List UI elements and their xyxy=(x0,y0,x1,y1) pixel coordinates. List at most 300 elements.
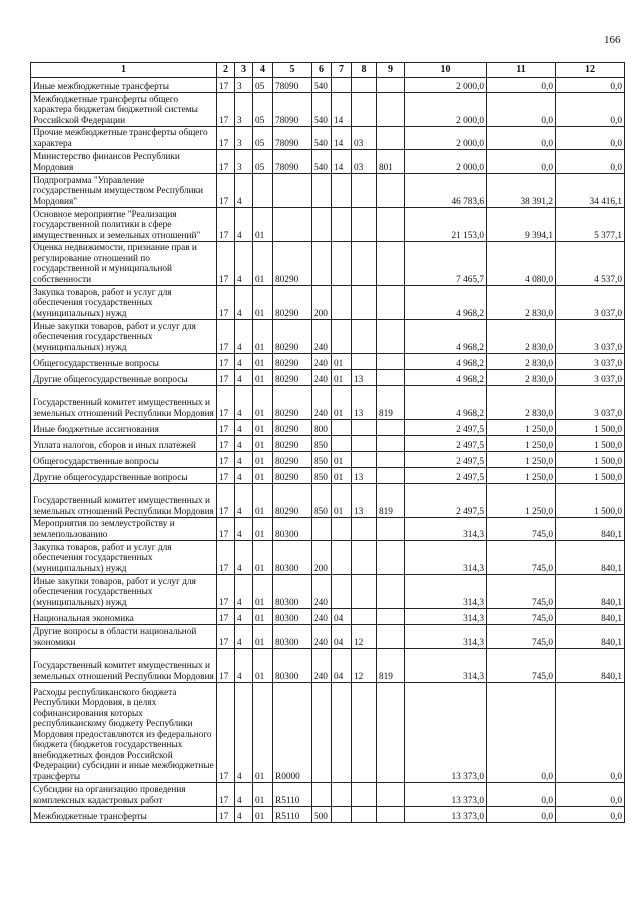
table-row xyxy=(31,468,625,484)
header-cell: 11 xyxy=(487,63,556,78)
section-cell xyxy=(332,575,352,609)
expense-type-cell xyxy=(312,683,332,783)
ministry-code-cell xyxy=(377,174,405,208)
admin-code-cell: 17 xyxy=(217,518,235,541)
header-cell: 5 xyxy=(273,63,312,78)
subsection-cell xyxy=(352,242,377,286)
subsection-cell xyxy=(352,518,377,541)
ministry-code-cell xyxy=(377,807,405,823)
section-cell: 01 xyxy=(332,484,352,518)
table-row xyxy=(31,286,625,320)
amount-col12-cell: 840,1 xyxy=(556,575,625,609)
amount-col12-cell: 4 537,0 xyxy=(556,242,625,286)
admin-code-cell: 17 xyxy=(217,78,235,93)
amount-col11-cell: 0,0 xyxy=(487,78,556,93)
ministry-code-cell xyxy=(377,320,405,354)
amount-col10-cell: 4 968,2 xyxy=(405,320,487,354)
amount-col11-cell: 0,0 xyxy=(487,93,556,127)
expense-type-cell: 240 xyxy=(312,609,332,625)
subprogram-code-cell: 4 xyxy=(235,518,253,541)
admin-code-cell: 17 xyxy=(217,354,235,370)
direction-code-cell: 80300 xyxy=(273,649,312,683)
ministry-code-cell xyxy=(377,370,405,386)
admin-code-cell: 17 xyxy=(217,150,235,174)
section-cell xyxy=(332,518,352,541)
amount-col11-cell: 1 250,0 xyxy=(487,468,556,484)
measure-code-cell: 05 xyxy=(253,150,273,174)
section-cell: 14 xyxy=(332,93,352,127)
subsection-cell xyxy=(352,575,377,609)
row-name-cell: Иные бюджетные ассигнования xyxy=(31,420,217,436)
expense-type-cell: 240 xyxy=(312,354,332,370)
table-row xyxy=(31,609,625,625)
table-row xyxy=(31,649,625,683)
measure-code-cell: 01 xyxy=(253,242,273,286)
direction-code-cell: 80300 xyxy=(273,625,312,649)
subprogram-code-cell: 4 xyxy=(235,609,253,625)
subsection-cell xyxy=(352,320,377,354)
subprogram-code-cell: 4 xyxy=(235,242,253,286)
measure-code-cell: 01 xyxy=(253,370,273,386)
subprogram-code-cell: 4 xyxy=(235,354,253,370)
amount-col10-cell: 314,3 xyxy=(405,518,487,541)
row-name-cell: Расходы республиканского бюджета Республики Мордовия, в целях софинансирования которых республиканскому бюджету Республики Мордовия предоставляются из федерального бюджета (бюджетов государственных внебюджетных фондов Российской Федерации) субсидии и иные межбюджетные трансферты xyxy=(31,683,217,783)
amount-col12-cell: 840,1 xyxy=(556,541,625,575)
amount-col12-cell: 0,0 xyxy=(556,783,625,807)
amount-col12-cell: 1 500,0 xyxy=(556,484,625,518)
section-cell xyxy=(332,807,352,823)
measure-code-cell: 01 xyxy=(253,807,273,823)
table-row xyxy=(31,370,625,386)
amount-col12-cell: 3 037,0 xyxy=(556,320,625,354)
direction-code-cell: 78090 xyxy=(273,127,312,150)
expense-type-cell xyxy=(312,174,332,208)
section-cell xyxy=(332,174,352,208)
amount-col10-cell: 314,3 xyxy=(405,541,487,575)
ministry-code-cell xyxy=(377,420,405,436)
measure-code-cell: 01 xyxy=(253,683,273,783)
direction-code-cell: 80290 xyxy=(273,286,312,320)
amount-col10-cell: 13 373,0 xyxy=(405,783,487,807)
section-cell xyxy=(332,420,352,436)
direction-code-cell: R5110 xyxy=(273,807,312,823)
amount-col10-cell: 2 497,5 xyxy=(405,420,487,436)
measure-code-cell: 01 xyxy=(253,575,273,609)
section-cell xyxy=(332,78,352,93)
row-name-cell: Другие вопросы в области национальной экономики xyxy=(31,625,217,649)
subprogram-code-cell: 4 xyxy=(235,320,253,354)
amount-col11-cell: 0,0 xyxy=(487,683,556,783)
amount-col12-cell: 0,0 xyxy=(556,150,625,174)
row-name-cell: Другие общегосударственные вопросы xyxy=(31,468,217,484)
expense-type-cell: 200 xyxy=(312,541,332,575)
ministry-code-cell xyxy=(377,78,405,93)
direction-code-cell: 80300 xyxy=(273,609,312,625)
admin-code-cell: 17 xyxy=(217,174,235,208)
measure-code-cell: 01 xyxy=(253,436,273,452)
subprogram-code-cell: 4 xyxy=(235,649,253,683)
subsection-cell xyxy=(352,807,377,823)
expense-type-cell: 850 xyxy=(312,452,332,468)
row-name-cell: Закупка товаров, работ и услуг для обеспечения государственных (муниципальных) нужд xyxy=(31,286,217,320)
admin-code-cell: 17 xyxy=(217,93,235,127)
amount-col11-cell: 0,0 xyxy=(487,783,556,807)
subsection-cell xyxy=(352,420,377,436)
table-row xyxy=(31,386,625,420)
subsection-cell xyxy=(352,452,377,468)
admin-code-cell: 17 xyxy=(217,484,235,518)
admin-code-cell: 17 xyxy=(217,127,235,150)
table-row xyxy=(31,320,625,354)
section-cell xyxy=(332,783,352,807)
amount-col12-cell: 0,0 xyxy=(556,807,625,823)
ministry-code-cell xyxy=(377,783,405,807)
amount-col10-cell: 4 968,2 xyxy=(405,286,487,320)
subprogram-code-cell: 4 xyxy=(235,370,253,386)
amount-col11-cell: 1 250,0 xyxy=(487,452,556,468)
admin-code-cell: 17 xyxy=(217,807,235,823)
subprogram-code-cell: 4 xyxy=(235,625,253,649)
expense-type-cell: 800 xyxy=(312,420,332,436)
subprogram-code-cell: 4 xyxy=(235,575,253,609)
row-name-cell: Подпрограмма "Управление государственным имуществом Республики Мордовия" xyxy=(31,174,217,208)
admin-code-cell: 17 xyxy=(217,452,235,468)
ministry-code-cell xyxy=(377,354,405,370)
table-row xyxy=(31,174,625,208)
direction-code-cell: 80300 xyxy=(273,518,312,541)
header-cell: 1 xyxy=(31,63,217,78)
section-cell xyxy=(332,683,352,783)
direction-code-cell: 80290 xyxy=(273,436,312,452)
amount-col10-cell: 2 497,5 xyxy=(405,468,487,484)
amount-col10-cell: 13 373,0 xyxy=(405,807,487,823)
row-name-cell: Оценка недвижимости, признание прав и регулирование отношений по государственной и муниципальной собственности xyxy=(31,242,217,286)
expense-type-cell: 240 xyxy=(312,320,332,354)
amount-col12-cell: 840,1 xyxy=(556,609,625,625)
amount-col11-cell: 0,0 xyxy=(487,150,556,174)
amount-col12-cell: 840,1 xyxy=(556,625,625,649)
subsection-cell: 12 xyxy=(352,625,377,649)
ministry-code-cell xyxy=(377,127,405,150)
table-row xyxy=(31,354,625,370)
ministry-code-cell: 819 xyxy=(377,386,405,420)
header-cell: 2 xyxy=(217,63,235,78)
subprogram-code-cell: 4 xyxy=(235,386,253,420)
admin-code-cell: 17 xyxy=(217,783,235,807)
amount-col10-cell: 2 000,0 xyxy=(405,150,487,174)
ministry-code-cell xyxy=(377,518,405,541)
measure-code-cell: 01 xyxy=(253,452,273,468)
measure-code-cell: 01 xyxy=(253,783,273,807)
subsection-cell: 13 xyxy=(352,386,377,420)
budget-table xyxy=(30,62,625,823)
header-cell: 8 xyxy=(352,63,377,78)
amount-col10-cell: 2 497,5 xyxy=(405,452,487,468)
amount-col11-cell: 745,0 xyxy=(487,625,556,649)
amount-col12-cell: 0,0 xyxy=(556,683,625,783)
amount-col11-cell: 2 830,0 xyxy=(487,286,556,320)
expense-type-cell: 240 xyxy=(312,386,332,420)
direction-code-cell: 78090 xyxy=(273,150,312,174)
header-cell: 7 xyxy=(332,63,352,78)
expense-type-cell: 540 xyxy=(312,93,332,127)
amount-col12-cell: 0,0 xyxy=(556,93,625,127)
subprogram-code-cell: 4 xyxy=(235,174,253,208)
subsection-cell xyxy=(352,286,377,320)
amount-col12-cell: 3 037,0 xyxy=(556,370,625,386)
amount-col10-cell: 21 153,0 xyxy=(405,208,487,242)
ministry-code-cell xyxy=(377,208,405,242)
row-name-cell: Межбюджетные трансферты xyxy=(31,807,217,823)
subprogram-code-cell: 4 xyxy=(235,683,253,783)
expense-type-cell: 240 xyxy=(312,370,332,386)
table-row xyxy=(31,242,625,286)
admin-code-cell: 17 xyxy=(217,683,235,783)
direction-code-cell: 80290 xyxy=(273,452,312,468)
table-row xyxy=(31,683,625,783)
subprogram-code-cell: 4 xyxy=(235,208,253,242)
row-name-cell: Мероприятия по землеустройству и землепользованию xyxy=(31,518,217,541)
row-name-cell: Межбюджетные трансферты общего характера бюджетам бюджетной системы Российской Федерации xyxy=(31,93,217,127)
row-name-cell: Прочие межбюджетные трансферты общего характера xyxy=(31,127,217,150)
measure-code-cell: 01 xyxy=(253,649,273,683)
ministry-code-cell xyxy=(377,625,405,649)
admin-code-cell: 17 xyxy=(217,541,235,575)
subsection-cell: 13 xyxy=(352,484,377,518)
subprogram-code-cell: 4 xyxy=(235,783,253,807)
ministry-code-cell xyxy=(377,609,405,625)
subsection-cell xyxy=(352,354,377,370)
amount-col12-cell: 1 500,0 xyxy=(556,468,625,484)
expense-type-cell: 850 xyxy=(312,484,332,518)
measure-code-cell: 01 xyxy=(253,518,273,541)
subsection-cell: 12 xyxy=(352,649,377,683)
amount-col11-cell: 1 250,0 xyxy=(487,484,556,518)
section-cell xyxy=(332,208,352,242)
row-name-cell: Общегосударственные вопросы xyxy=(31,354,217,370)
amount-col10-cell: 314,3 xyxy=(405,609,487,625)
measure-code-cell: 05 xyxy=(253,93,273,127)
amount-col10-cell: 314,3 xyxy=(405,575,487,609)
header-cell: 9 xyxy=(377,63,405,78)
amount-col11-cell: 745,0 xyxy=(487,649,556,683)
row-name-cell: Иные закупки товаров, работ и услуг для обеспечения государственных (муниципальных) нужд xyxy=(31,320,217,354)
direction-code-cell: 80290 xyxy=(273,320,312,354)
subprogram-code-cell: 3 xyxy=(235,150,253,174)
admin-code-cell: 17 xyxy=(217,286,235,320)
amount-col11-cell: 745,0 xyxy=(487,541,556,575)
direction-code-cell: 80290 xyxy=(273,484,312,518)
ministry-code-cell xyxy=(377,286,405,320)
ministry-code-cell xyxy=(377,468,405,484)
row-name-cell: Государственный комитет имущественных и земельных отношений Республики Мордовия xyxy=(31,484,217,518)
table-row xyxy=(31,807,625,823)
subsection-cell xyxy=(352,609,377,625)
section-cell: 04 xyxy=(332,609,352,625)
subprogram-code-cell: 4 xyxy=(235,541,253,575)
amount-col12-cell: 34 416,1 xyxy=(556,174,625,208)
amount-col11-cell: 9 394,1 xyxy=(487,208,556,242)
row-name-cell: Иные закупки товаров, работ и услуг для обеспечения государственных (муниципальных) нужд xyxy=(31,575,217,609)
expense-type-cell: 500 xyxy=(312,807,332,823)
row-name-cell: Уплата налогов, сборов и иных платежей xyxy=(31,436,217,452)
section-cell: 01 xyxy=(332,468,352,484)
measure-code-cell: 01 xyxy=(253,320,273,354)
ministry-code-cell: 819 xyxy=(377,649,405,683)
amount-col10-cell: 7 465,7 xyxy=(405,242,487,286)
amount-col11-cell: 745,0 xyxy=(487,518,556,541)
row-name-cell: Другие общегосударственные вопросы xyxy=(31,370,217,386)
admin-code-cell: 17 xyxy=(217,625,235,649)
direction-code-cell: 78090 xyxy=(273,78,312,93)
amount-col12-cell: 3 037,0 xyxy=(556,386,625,420)
header-row xyxy=(31,63,625,78)
row-name-cell: Иные межбюджетные трансферты xyxy=(31,78,217,93)
amount-col10-cell: 13 373,0 xyxy=(405,683,487,783)
measure-code-cell: 01 xyxy=(253,468,273,484)
row-name-cell: Закупка товаров, работ и услуг для обеспечения государственных (муниципальных) нужд xyxy=(31,541,217,575)
row-name-cell: Основное мероприятие "Реализация государственной политики в сфере имущественных и земельных отношений" xyxy=(31,208,217,242)
direction-code-cell: 80290 xyxy=(273,370,312,386)
subsection-cell xyxy=(352,683,377,783)
expense-type-cell: 850 xyxy=(312,436,332,452)
subsection-cell xyxy=(352,208,377,242)
subprogram-code-cell: 4 xyxy=(235,452,253,468)
section-cell: 01 xyxy=(332,386,352,420)
ministry-code-cell xyxy=(377,242,405,286)
direction-code-cell: 80290 xyxy=(273,242,312,286)
amount-col10-cell: 2 000,0 xyxy=(405,93,487,127)
expense-type-cell xyxy=(312,518,332,541)
measure-code-cell: 01 xyxy=(253,541,273,575)
section-cell xyxy=(332,320,352,354)
ministry-code-cell xyxy=(377,93,405,127)
direction-code-cell: 80300 xyxy=(273,541,312,575)
subprogram-code-cell: 3 xyxy=(235,127,253,150)
table-row xyxy=(31,541,625,575)
expense-type-cell: 540 xyxy=(312,150,332,174)
admin-code-cell: 17 xyxy=(217,436,235,452)
measure-code-cell: 01 xyxy=(253,625,273,649)
section-cell: 01 xyxy=(332,370,352,386)
subprogram-code-cell: 4 xyxy=(235,468,253,484)
row-name-cell: Государственный комитет имущественных и земельных отношений Республики Мордовия xyxy=(31,649,217,683)
expense-type-cell xyxy=(312,208,332,242)
ministry-code-cell xyxy=(377,575,405,609)
row-name-cell: Общегосударственные вопросы xyxy=(31,452,217,468)
subsection-cell xyxy=(352,93,377,127)
amount-col12-cell: 840,1 xyxy=(556,518,625,541)
expense-type-cell: 540 xyxy=(312,127,332,150)
table-row xyxy=(31,150,625,174)
header-cell: 3 xyxy=(235,63,253,78)
amount-col12-cell: 840,1 xyxy=(556,649,625,683)
admin-code-cell: 17 xyxy=(217,370,235,386)
amount-col10-cell: 2 000,0 xyxy=(405,127,487,150)
ministry-code-cell xyxy=(377,452,405,468)
expense-type-cell xyxy=(312,242,332,286)
expense-type-cell: 850 xyxy=(312,468,332,484)
section-cell: 14 xyxy=(332,150,352,174)
amount-col10-cell: 4 968,2 xyxy=(405,370,487,386)
header-cell: 4 xyxy=(253,63,273,78)
subprogram-code-cell: 4 xyxy=(235,484,253,518)
amount-col10-cell: 314,3 xyxy=(405,625,487,649)
expense-type-cell: 540 xyxy=(312,78,332,93)
amount-col11-cell: 0,0 xyxy=(487,807,556,823)
admin-code-cell: 17 xyxy=(217,420,235,436)
subsection-cell: 13 xyxy=(352,370,377,386)
measure-code-cell: 05 xyxy=(253,127,273,150)
subprogram-code-cell: 4 xyxy=(235,436,253,452)
page-number: 166 xyxy=(604,34,621,46)
section-cell: 14 xyxy=(332,127,352,150)
amount-col12-cell: 3 037,0 xyxy=(556,286,625,320)
expense-type-cell xyxy=(312,783,332,807)
direction-code-cell: 80290 xyxy=(273,420,312,436)
admin-code-cell: 17 xyxy=(217,242,235,286)
expense-type-cell: 240 xyxy=(312,649,332,683)
header-cell: 12 xyxy=(556,63,625,78)
amount-col10-cell: 4 968,2 xyxy=(405,386,487,420)
amount-col10-cell: 4 968,2 xyxy=(405,354,487,370)
row-name-cell: Министерство финансов Республики Мордовия xyxy=(31,150,217,174)
amount-col10-cell: 2 497,5 xyxy=(405,484,487,518)
subprogram-code-cell: 3 xyxy=(235,78,253,93)
subprogram-code-cell: 4 xyxy=(235,420,253,436)
measure-code-cell: 01 xyxy=(253,286,273,320)
table-row xyxy=(31,452,625,468)
direction-code-cell xyxy=(273,174,312,208)
subsection-cell xyxy=(352,436,377,452)
subsection-cell xyxy=(352,78,377,93)
section-cell: 04 xyxy=(332,649,352,683)
subsection-cell: 13 xyxy=(352,468,377,484)
direction-code-cell: 78090 xyxy=(273,93,312,127)
row-name-cell: Субсидии на организацию проведения комплексных кадастровых работ xyxy=(31,783,217,807)
admin-code-cell: 17 xyxy=(217,575,235,609)
ministry-code-cell xyxy=(377,436,405,452)
subsection-cell: 03 xyxy=(352,127,377,150)
amount-col11-cell: 1 250,0 xyxy=(487,436,556,452)
amount-col11-cell: 745,0 xyxy=(487,609,556,625)
direction-code-cell: 80290 xyxy=(273,468,312,484)
table-row xyxy=(31,78,625,93)
admin-code-cell: 17 xyxy=(217,386,235,420)
subsection-cell xyxy=(352,541,377,575)
measure-code-cell: 05 xyxy=(253,78,273,93)
amount-col11-cell: 38 391,2 xyxy=(487,174,556,208)
ministry-code-cell xyxy=(377,541,405,575)
expense-type-cell: 240 xyxy=(312,625,332,649)
table-row xyxy=(31,127,625,150)
amount-col11-cell: 2 830,0 xyxy=(487,386,556,420)
amount-col10-cell: 2 000,0 xyxy=(405,78,487,93)
direction-code-cell: 80300 xyxy=(273,575,312,609)
direction-code-cell: R5110 xyxy=(273,783,312,807)
measure-code-cell xyxy=(253,174,273,208)
amount-col10-cell: 46 783,6 xyxy=(405,174,487,208)
subsection-cell xyxy=(352,783,377,807)
admin-code-cell: 17 xyxy=(217,208,235,242)
amount-col10-cell: 2 497,5 xyxy=(405,436,487,452)
section-cell xyxy=(332,541,352,575)
amount-col11-cell: 4 080,0 xyxy=(487,242,556,286)
admin-code-cell: 17 xyxy=(217,320,235,354)
table-row xyxy=(31,484,625,518)
amount-col11-cell: 1 250,0 xyxy=(487,420,556,436)
header-cell: 6 xyxy=(312,63,332,78)
